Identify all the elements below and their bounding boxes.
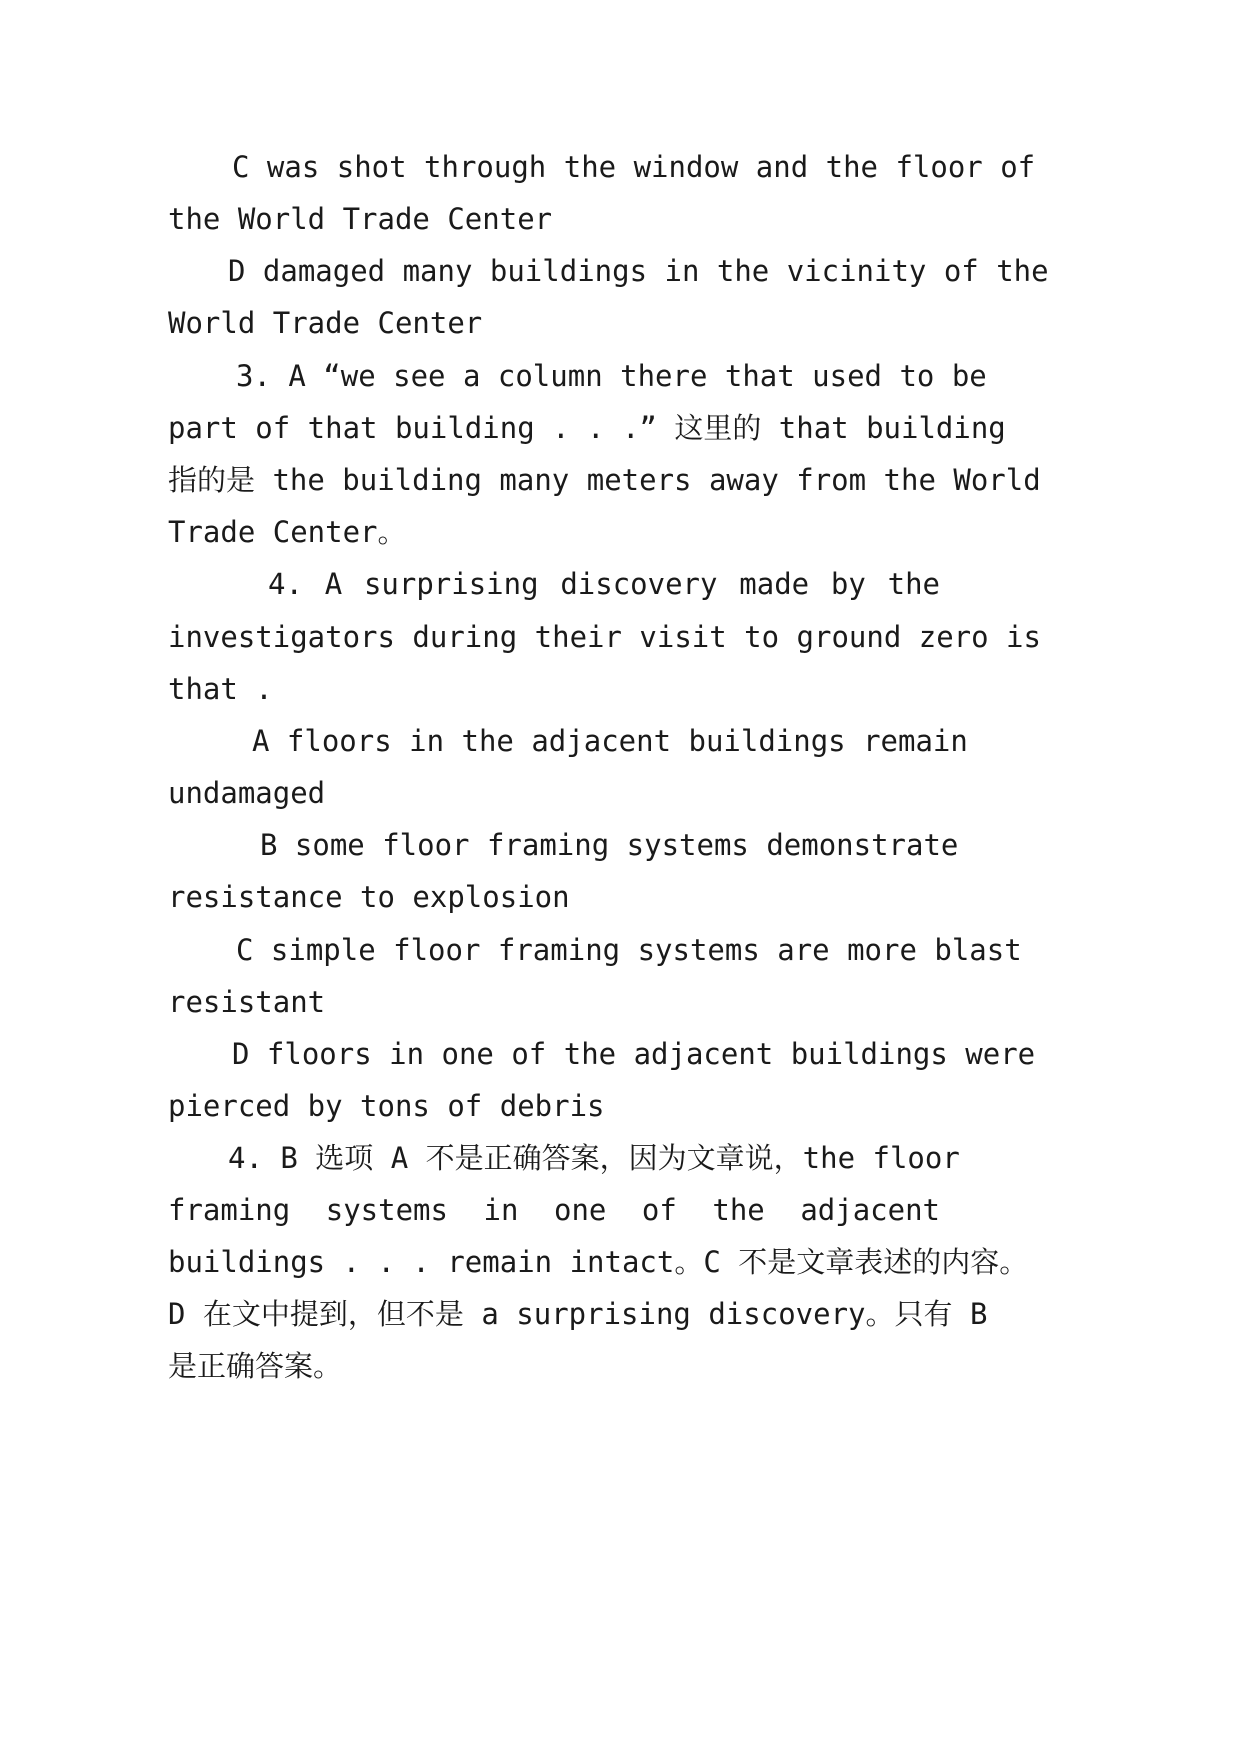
text-line: [0, 408, 1241, 448]
text-line: [0, 564, 1241, 604]
text-line: [0, 930, 1241, 970]
line-text: D floors in one of the adjacent buildings were: [232, 1037, 1036, 1071]
line-text: the World Trade Center: [168, 202, 553, 236]
line-text: D damaged many buildings in the vicinity of the: [228, 254, 1049, 288]
text-line: [0, 1346, 1241, 1386]
text-line: [0, 1086, 1241, 1126]
line-text: Trade Center。: [168, 515, 407, 549]
line-text: 4. B 选项 A 不是正确答案，因为文章说，the floor: [228, 1141, 960, 1175]
text-line: [0, 1034, 1241, 1074]
text-line: [0, 1190, 1241, 1230]
text-line: [0, 147, 1241, 187]
line-text: buildings . . . remain intact。C 不是文章表述的内容。: [168, 1245, 1029, 1279]
text-line: [0, 460, 1241, 500]
line-text: investigators during their visit to ground zero is: [168, 620, 1041, 654]
text-line: [0, 1294, 1241, 1334]
line-text: pierced by tons of debris: [168, 1089, 605, 1123]
line-text: framing systems in one of the adjacent: [168, 1193, 940, 1227]
line-text: D 在文中提到，但不是 a surprising discovery。只有 B: [168, 1297, 988, 1331]
text-line: [0, 617, 1241, 657]
line-text: part of that building . . .” 这里的 that building: [168, 411, 1006, 445]
line-text: that .: [168, 672, 273, 706]
line-text: 指的是 the building many meters away from the World: [168, 463, 1041, 497]
text-line: [0, 877, 1241, 917]
line-text: World Trade Center: [168, 306, 483, 340]
line-text: 4. A surprising discovery made by the: [268, 567, 940, 601]
line-text: C simple floor framing systems are more blast: [236, 933, 1022, 967]
line-text: C was shot through the window and the floor of: [232, 150, 1036, 184]
line-text: B some floor framing systems demonstrate: [260, 828, 959, 862]
text-line: [0, 512, 1241, 552]
text-line: [0, 669, 1241, 709]
line-text: 3. A “we see a column there that used to be: [236, 359, 987, 393]
text-line: [0, 303, 1241, 343]
text-line: [0, 199, 1241, 239]
line-text: A floors in the adjacent buildings remain: [252, 724, 968, 758]
text-line: [0, 1242, 1241, 1282]
line-text: undamaged: [168, 776, 326, 810]
text-line: [0, 825, 1241, 865]
line-text: resistant: [168, 985, 326, 1019]
text-line: [0, 773, 1241, 813]
text-line: [0, 356, 1241, 396]
text-line: [0, 1138, 1241, 1178]
text-line: [0, 251, 1241, 291]
line-text: 是正确答案。: [168, 1349, 343, 1383]
line-text: resistance to explosion: [168, 880, 570, 914]
text-line: [0, 982, 1241, 1022]
text-line: [0, 721, 1241, 761]
